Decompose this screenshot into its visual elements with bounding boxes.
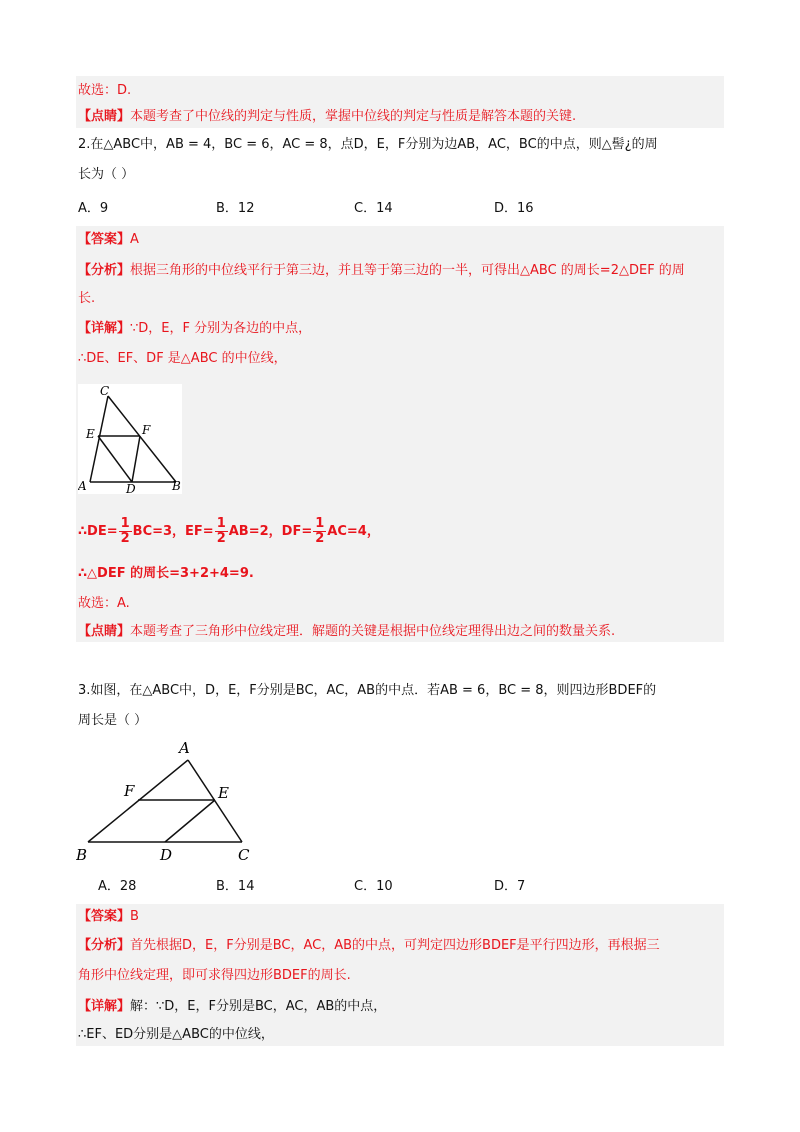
q2-analysis-line2: 长. xyxy=(78,291,96,306)
q1-comment xyxy=(78,108,576,126)
q3-label-d: D xyxy=(160,846,173,864)
q3-label-a: A xyxy=(179,739,190,757)
q3-label-f: F xyxy=(124,782,135,800)
q2-label-d: D xyxy=(126,482,136,494)
analysis-text: 首先根据D，E，F分别是BC，AC，AB的中点，可判定四边形BDEF是平行四边形，再根据三 xyxy=(130,938,660,953)
q3-option-b: B．14 xyxy=(216,879,255,894)
q2-calc-line xyxy=(78,517,380,547)
q2-detail-line1 xyxy=(78,320,311,338)
q3-option-c: C．10 xyxy=(354,879,393,894)
q2-label-a: A xyxy=(78,479,87,493)
comment-tag: 【点睛】 xyxy=(78,624,131,639)
fraction-denominator: 2 xyxy=(120,531,130,546)
detail-tag: 【详解】 xyxy=(78,321,131,336)
fraction-numerator: 1 xyxy=(315,516,325,531)
detail-tag: 【详解】 xyxy=(78,999,131,1014)
answer-value: A xyxy=(130,232,139,247)
q3-option-a: A．28 xyxy=(98,879,137,894)
answer-tag: 【答案】 xyxy=(78,909,131,924)
q3-analysis-line2: 角形中位线定理，即可求得四边形BDEF的周长. xyxy=(78,968,351,983)
q3-label-c: C xyxy=(238,846,250,864)
q2-comment xyxy=(78,623,615,641)
q3-answer xyxy=(78,908,139,926)
fraction-numerator: 1 xyxy=(216,516,226,531)
calc-part3: AC=4， xyxy=(327,524,380,539)
answer-value: B xyxy=(130,909,139,924)
q3-option-d: D．7 xyxy=(494,879,526,894)
q2-option-b: B．12 xyxy=(216,201,255,216)
q2-stem-line2: 长为（ ） xyxy=(78,167,135,182)
comment-text: 本题考查了中位线的判定与性质，掌握中位线的判定与性质是解答本题的关键. xyxy=(130,109,577,124)
fraction-numerator: 1 xyxy=(120,516,130,531)
q3-detail-line1 xyxy=(78,998,386,1016)
q2-stem-line1: 2.在△ABC中，AB = 4，BC = 6，AC = 8，点D，E，F分别为边AB，AC，BC的中点，则△髻¿的周 xyxy=(78,137,658,152)
answer-tag: 【答案】 xyxy=(78,232,131,247)
q2-label-b: B xyxy=(172,479,181,493)
q3-triangle-figure xyxy=(76,738,266,868)
analysis-tag: 【分析】 xyxy=(78,263,131,278)
q2-choice: 故选：A. xyxy=(78,596,130,611)
comment-tag: 【点睛】 xyxy=(78,109,131,124)
q1-choice: 故选：D. xyxy=(78,83,132,98)
q2-label-f: F xyxy=(142,423,151,437)
detail-text: 解：∵D，E，F分别是BC，AC，AB的中点， xyxy=(130,999,387,1014)
fraction-half xyxy=(119,517,132,546)
calc-part1: BC=3，EF= xyxy=(132,524,214,539)
q3-stem-line1: 3.如图，在△ABC中，D，E，F分别是BC，AC，AB的中点．若AB = 6，BC = 8，则四边形BDEF的 xyxy=(78,683,657,698)
q2-triangle-figure xyxy=(78,384,182,494)
q2-option-a: A．9 xyxy=(78,201,109,216)
detail-text: ∵D，E，F 分别为各边的中点， xyxy=(130,321,312,336)
q2-label-c: C xyxy=(100,384,110,398)
q3-label-e: E xyxy=(218,784,229,802)
q2-label-e: E xyxy=(86,427,95,441)
q3-analysis-line1 xyxy=(78,937,660,955)
analysis-tag: 【分析】 xyxy=(78,938,131,953)
analysis-text: 根据三角形的中位线平行于第三边，并且等于第三边的一半，可得出△ABC 的周长=2△DEF 的周 xyxy=(130,263,685,278)
fraction-denominator: 2 xyxy=(216,531,226,546)
q3-detail-line2: ∴EF、ED分别是△ABC的中位线， xyxy=(78,1027,274,1042)
q2-option-d: D．16 xyxy=(494,201,534,216)
fraction-half xyxy=(313,517,326,546)
calc-part2: AB=2，DF= xyxy=(228,524,313,539)
q2-option-c: C．14 xyxy=(354,201,393,216)
comment-text: 本题考查了三角形中位线定理．解题的关键是根据中位线定理得出边之间的数量关系. xyxy=(130,624,616,639)
fraction-half xyxy=(215,517,228,546)
q2-detail-line2: ∴DE、EF、DF 是△ABC 的中位线， xyxy=(78,351,287,366)
q2-answer xyxy=(78,231,139,249)
calc-prefix: ∴DE= xyxy=(78,524,118,539)
q2-analysis-line1 xyxy=(78,262,685,280)
q3-stem-line2: 周长是（ ） xyxy=(78,713,148,728)
q2-perimeter: ∴△DEF 的周长=3+2+4=9. xyxy=(78,566,254,581)
q3-label-b: B xyxy=(76,846,88,864)
fraction-denominator: 2 xyxy=(315,531,325,546)
